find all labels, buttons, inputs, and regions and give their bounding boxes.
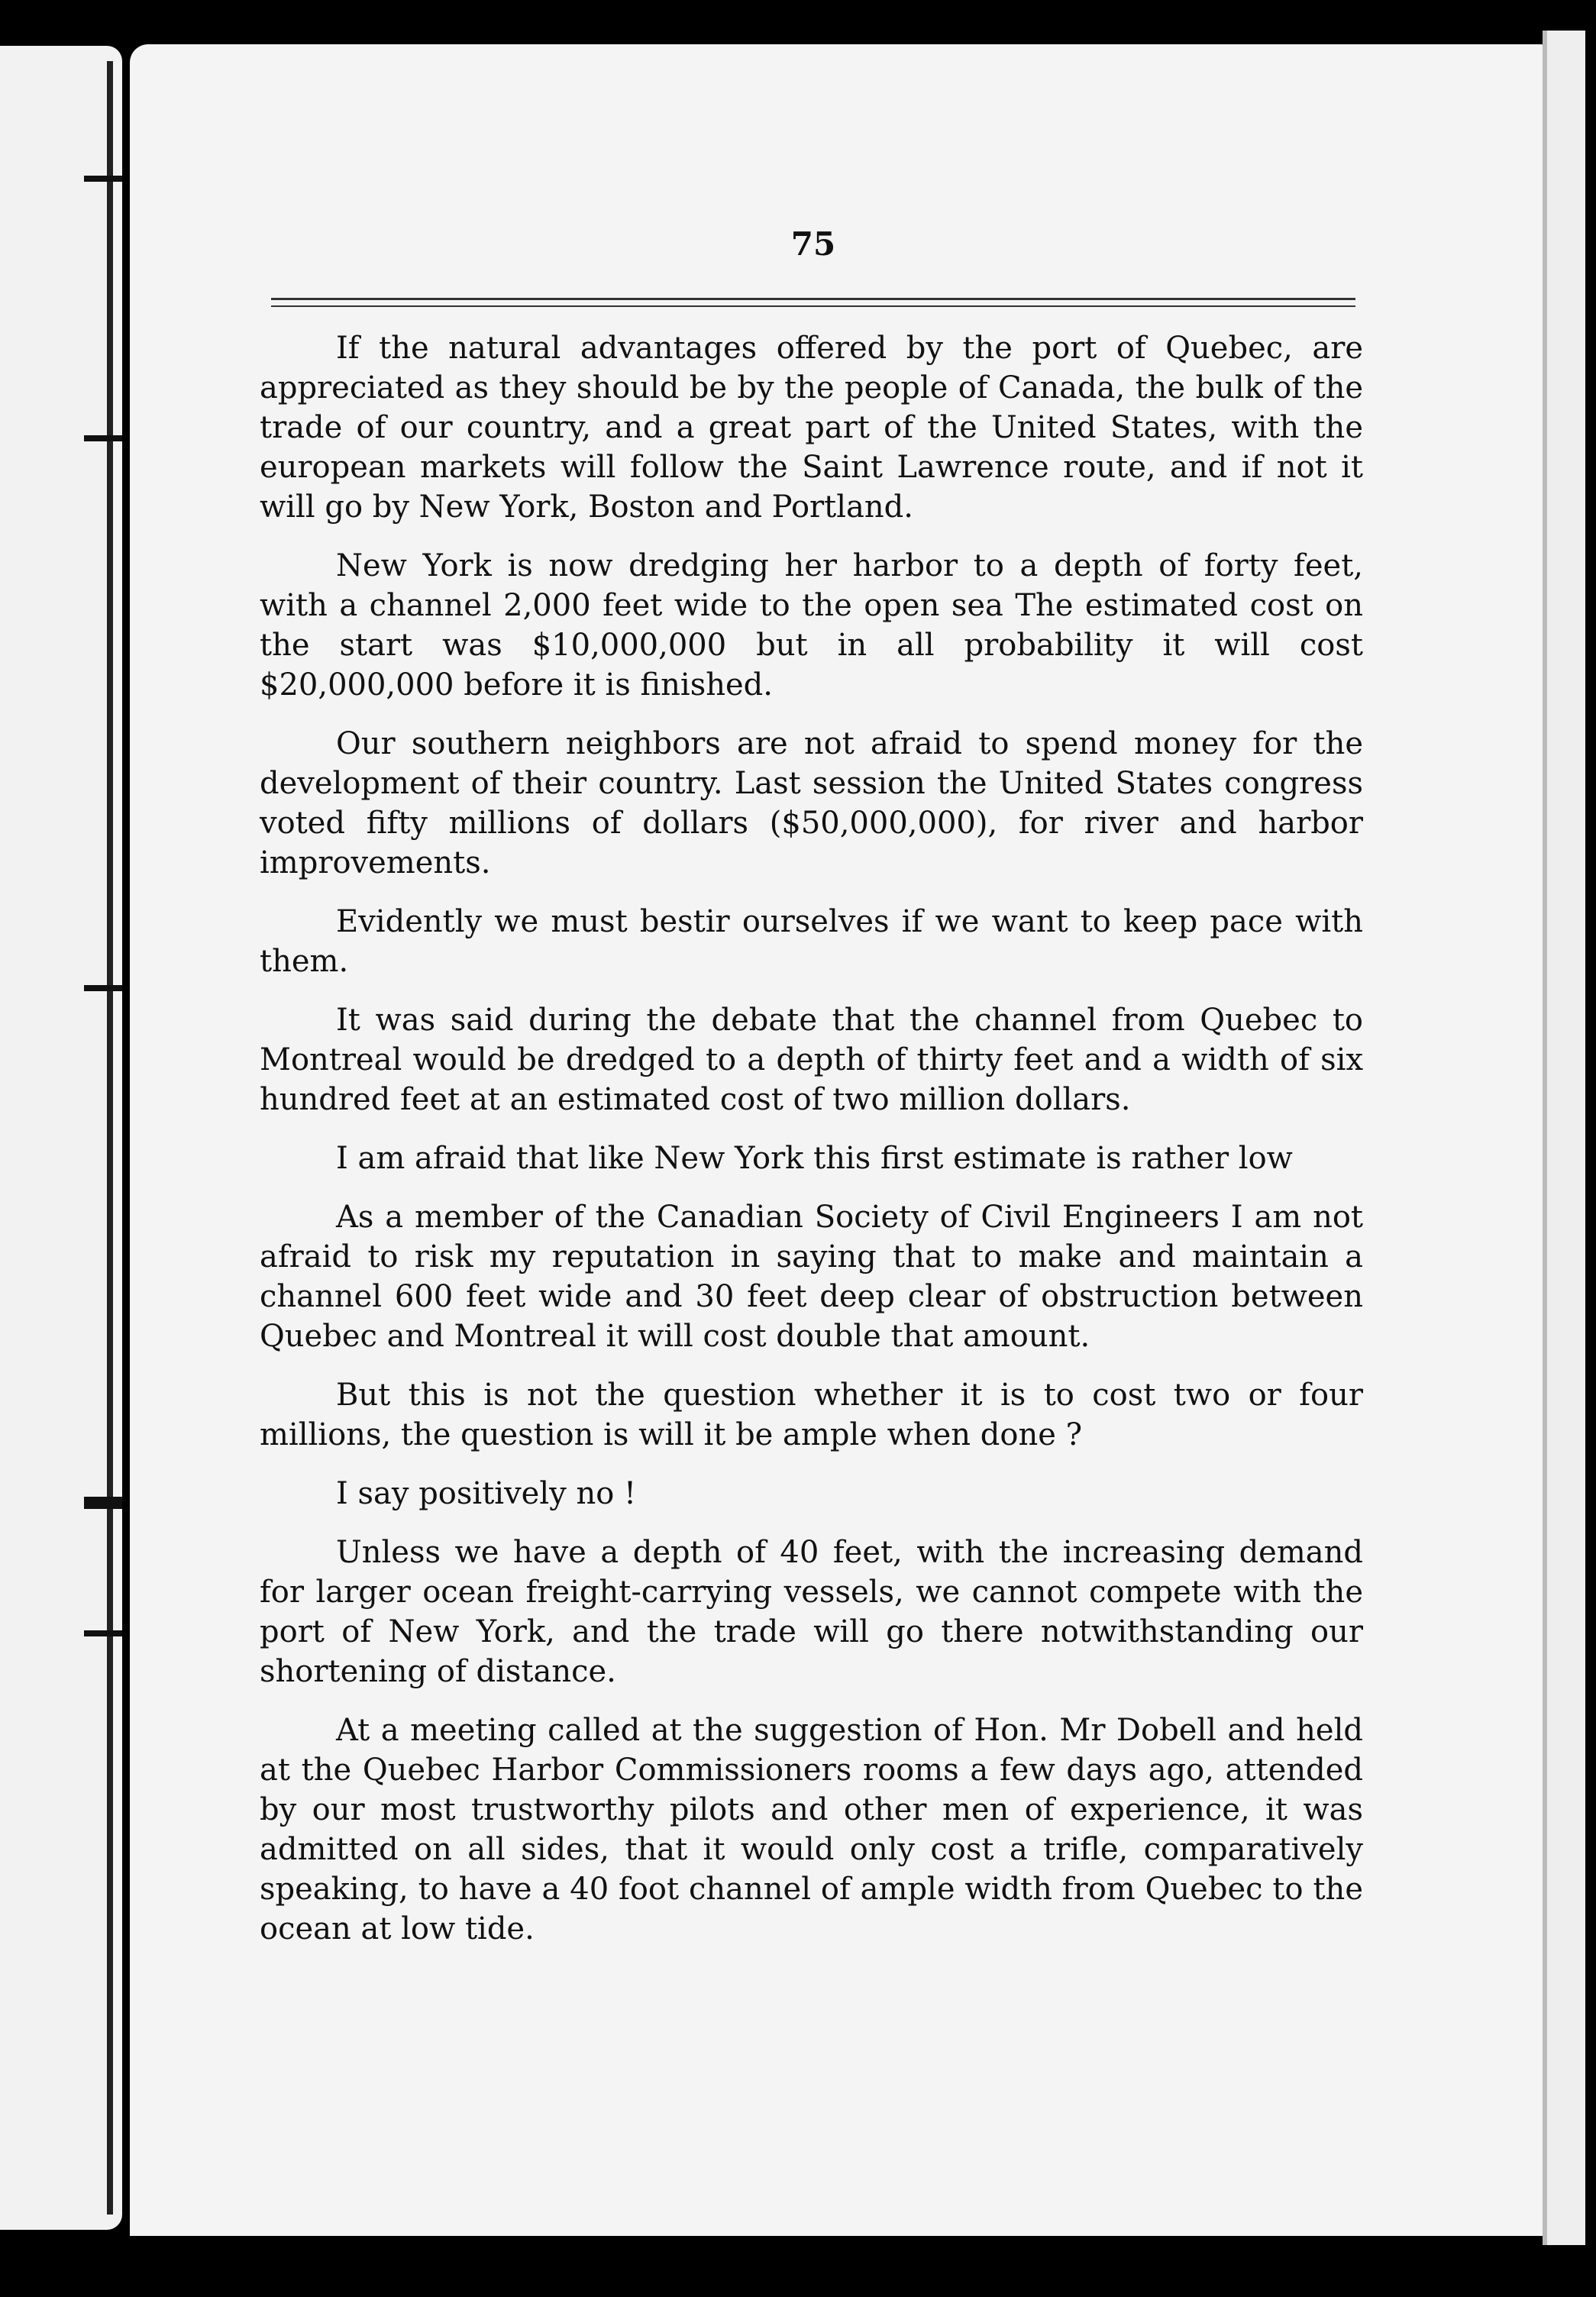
paragraph: But this is not the question whether it is to cost two or four millions, the question is will it be ample when done ?	[260, 1378, 1363, 1452]
header-rule-double	[271, 305, 1355, 307]
paragraph: It was said during the debate that the channel from Quebec to Montreal would be dredged to a depth of thirty feet and a width of six hundred feet at an estimated cost of two million dollars.	[260, 1003, 1363, 1117]
margin-mark	[84, 435, 122, 441]
paragraph: I am afraid that like New York this first estimate is rather low	[336, 1141, 1293, 1176]
paragraph: New York is now dredging her harbor to a depth of forty feet, with a channel 2,000 feet wide to the open sea The estimated cost on the start was $10,000,000 but in all probability it will cost $20,000,000 before it is finished.	[260, 548, 1363, 703]
paragraph: If the natural advantages offered by the port of Quebec, are appreciated as they should be by the people of Canada, the bulk of the trade of our country, and a great part of the United States, with the european markets will follow the Saint Lawrence route, and if not it will go by New York, Boston and Portland.	[260, 331, 1363, 525]
body-text	[260, 328, 1363, 2008]
margin-mark	[84, 1630, 122, 1636]
paragraph: As a member of the Canadian Society of Civil Engineers I am not afraid to risk my reputation in saying that to make and maintain a channel 600 feet wide and 30 feet deep clear of obstruction between Quebec and Montreal it will cost double that amount.	[260, 1200, 1363, 1354]
page-number: 75	[790, 225, 836, 263]
header-rule	[271, 298, 1355, 300]
paragraph: Unless we have a depth of 40 feet, with the increasing demand for larger ocean freight-carrying vessels, we cannot compete with the port of New York, and the trade will go there notwithstanding our shortening of distance.	[260, 1535, 1363, 1689]
paragraph: I say positively no !	[336, 1476, 637, 1511]
page-stack-edge	[1543, 31, 1585, 2245]
margin-mark	[84, 176, 122, 182]
paragraph: At a meeting called at the suggestion of Hon. Mr Dobell and held at the Quebec Harbor Commissioners rooms a few days ago, attended by our most trustworthy pilots and other men of experience, it was admitted on all sides, that it would only cost a trifle, comparatively speaking, to have a 40 foot channel of ample width from Quebec to the ocean at low tide.	[260, 1713, 1363, 1946]
margin-mark	[84, 985, 122, 991]
binding-edge	[107, 61, 113, 2215]
paragraph: Our southern neighbors are not afraid to spend money for the development of their country. Last session the United States congress voted fifty millions of dollars ($50,000,000), for river and harbor improvements.	[260, 726, 1363, 880]
margin-mark	[84, 1497, 122, 1509]
paragraph: Evidently we must bestir ourselves if we want to keep pace with them.	[260, 904, 1363, 979]
facing-page-edge	[0, 46, 122, 2230]
